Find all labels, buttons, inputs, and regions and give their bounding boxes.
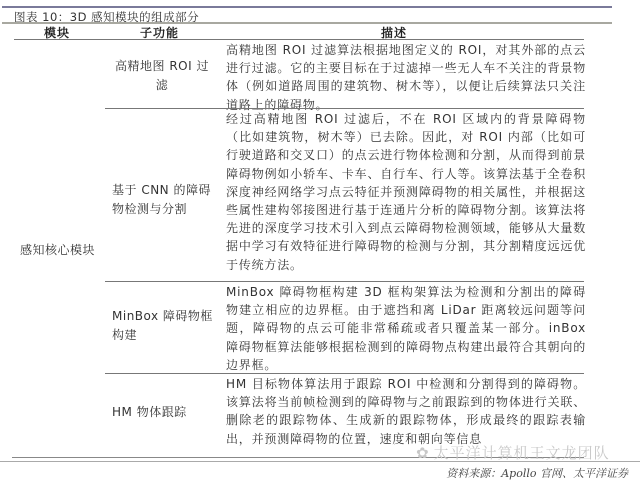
wechat-icon: ✿	[416, 444, 430, 462]
caption-rule	[2, 22, 612, 24]
row-divider	[105, 281, 584, 282]
row-2-sub-function: 基于 CNN 的障碍物检测与分割	[112, 183, 211, 216]
header-sub-function: 子功能	[140, 26, 180, 40]
source-note: 资料来源：Apollo 官网、太平洋证券	[446, 467, 628, 480]
row-1-description: 高精地图 ROI 过滤算法根据地图定义的 ROI，对其外部的点云进行过滤。它的主要目标在于过滤掉一些无人车不关注的背景物体（例如道路周围的建筑物、树木等），以便让后续算法只关注道路上的障碍物。	[226, 43, 586, 112]
row-4-description: HM 目标物体算法用于跟踪 ROI 中检测和分割得到的障碍物。该算法将当前帧检测到的障碍物与之前跟踪到的物体进行关联、删除老的跟踪物体、生成新的跟踪物体，形成最终的跟踪表输出，并预测障碍物的位置，速度和朝向等信息	[226, 377, 586, 446]
row-divider	[105, 108, 584, 109]
watermark	[416, 442, 610, 463]
row-2-description: 经过高精地图 ROI 过滤后，不在 ROI 区域内的背景障碍物（比如建筑物，树木等）已去除。因此，对 ROI 内部（比如可行驶道路和交叉口）的点云进行物体检测和分割，从而得到前景障碍物例如小轿车、卡车、自行车、行人等。该算法基于全卷积深度神经网络学习点云特征并预测障碍物的相关属性，并根据这些属性建构邻接图进行基于连通片分析的障碍物分割。该算法将先进的深度学习技术引入到点云障碍物检测领域，能够从大量数据中学习有效特征进行障碍物的检测与分割，其分割精度远远优于传统方法。	[226, 112, 586, 272]
top-rule	[2, 6, 612, 8]
module-name: 感知核心模块	[20, 243, 96, 257]
header-rule	[14, 39, 584, 40]
row-3-sub-function: MinBox 障碍物框构建	[112, 309, 213, 342]
header-module: 模块	[44, 26, 71, 40]
row-divider	[105, 373, 584, 374]
row-3-description: MinBox 障碍物框构建 3D 框构架算法为检测和分割出的障碍物建立相应的边界框。由于遮挡和离 LiDar 距离较远问题等问题，障碍物的点云可能非常稀疏或者只覆盖某一部分。inBox 障碍物框算法能够根据检测到的障碍物点构建出最符合其朝向的边界框。	[226, 285, 586, 372]
table-caption: 图表 10：3D 感知模块的组成部分	[14, 10, 200, 24]
row-4-sub-function: HM 物体跟踪	[112, 405, 187, 419]
row-1-sub-function: 高精地图 ROI 过滤	[115, 59, 209, 92]
watermark-text: 太平洋计算机王文龙团队	[433, 444, 610, 462]
header-description: 描述	[381, 26, 408, 40]
